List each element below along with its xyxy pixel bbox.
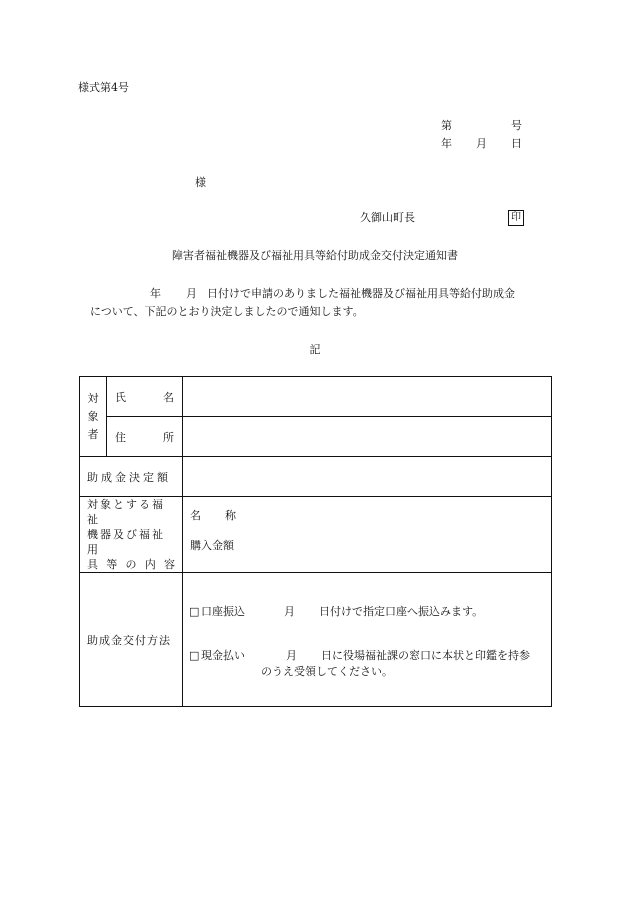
item-name-label-2: 称 [225,509,236,522]
name-label: 氏 名 [107,377,183,417]
amount-label: 助成金決定額 [80,457,183,497]
date-month: 月 [476,137,487,150]
cash-payment-label: 現金払い [201,649,245,662]
seal-mark: 印 [508,210,524,226]
details-table [79,376,552,707]
addressee-suffix: 様 [195,176,206,189]
cash-payment-text-line2: のうえ受領してください。 [261,665,393,678]
method-options-cell [183,573,552,707]
method-label: 助成金交付方法 [80,573,183,707]
document-number-suffix: 号 [511,119,522,132]
body-month: 月 [186,287,197,300]
cash-payment-month: 月 [286,649,297,662]
item-value-cell [183,497,552,573]
item-name-label-1: 名 [190,509,201,522]
cash-payment-text: 日に役場福祉課の窓口に本状と印鑑を持参 [321,649,530,662]
document-title: 障害者福祉機器及び福祉用具等給付助成金交付決定通知書 [172,249,458,262]
date-year: 年 [441,137,452,150]
issuer-name: 久御山町長 [360,211,415,224]
bank-transfer-checkbox[interactable]: □ [189,605,200,618]
body-paragraph [90,286,560,318]
form-number: 様式第4号 [78,81,129,94]
bank-transfer-month: 月 [284,605,295,618]
note-heading: 記 [309,343,321,356]
name-value-cell[interactable] [183,377,552,417]
cash-payment-checkbox[interactable]: □ [189,649,200,662]
subject-label: 対 象 者 [80,377,107,457]
bank-transfer-label: 口座振込 [201,605,245,618]
body-line1-text: 日付けで申請のありました福祉機器及び福祉用具等給付助成金 [207,287,515,300]
date-day: 日 [511,137,522,150]
body-line2-text: について、下記のとおり決定しましたので通知します。 [90,305,364,318]
address-label: 住 所 [107,417,183,457]
address-value-cell[interactable] [183,417,552,457]
bank-transfer-text: 日付けで指定口座へ振込みます。 [319,605,484,618]
body-year: 年 [150,287,161,300]
item-label: 対象とする福祉 機器及び福祉用 具 等 の 内 容 [80,497,183,573]
amount-value-cell[interactable] [183,457,552,497]
document-number-prefix: 第 [441,119,452,132]
item-price-label: 購入金額 [190,539,234,552]
